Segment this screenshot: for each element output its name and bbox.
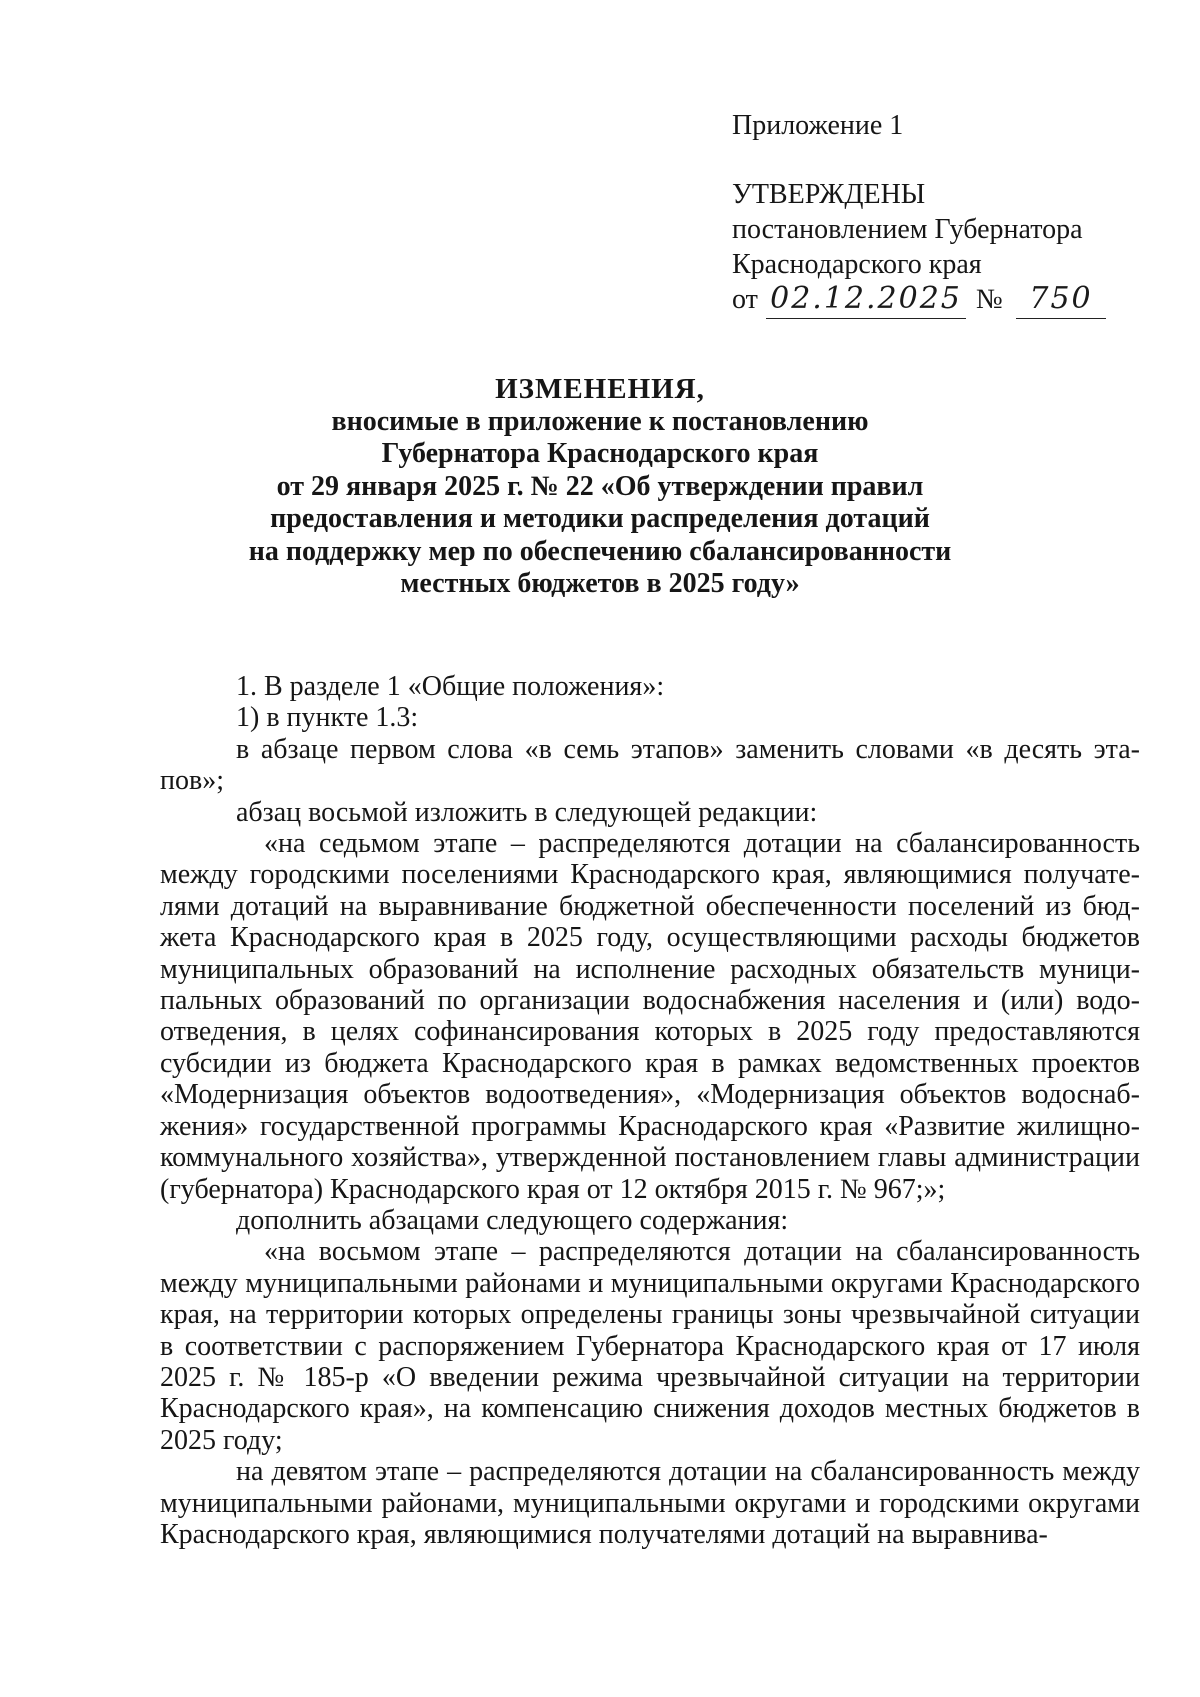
approved-label: УТВЕРЖДЕНЫ (732, 179, 926, 210)
body-paragraph: в абзаце первом слова «в семь этапов» заменить словами «в десять этапов»; (160, 733, 1140, 797)
body-paragraph: дополнить абзацами следующего содержания: (236, 1204, 789, 1236)
body-paragraph: «на восьмом этапе – распределяются дотации на сбалансированность между муниципальными районами и муниципальными округами Краснодарского края, на территории которых определены границы зоны чрезвычайной ситуации в соответствии с распоряжением Губернатора Краснодарского края от 17 июля 2025 г. № 185-р «О введении режима чрезвычайной ситуации на территории Краснодарского края», на компенсацию снижения доходов местных бюджетов в 2025 году; (160, 1236, 1140, 1456)
number-prefix: № (976, 284, 1003, 315)
title-main: ИЗМЕНЕНИЯ, (495, 373, 705, 405)
body-paragraph: на девятом этапе – распределяются дотации на сбалансированность между муниципальными районами, муниципальными округами и городскими округами Краснодарского края, являющимися получателями дотаций на выравнива- (160, 1456, 1140, 1550)
body-paragraph: абзац восьмой изложить в следующей редакции: (236, 796, 818, 828)
title-line: от 29 января 2025 г. № 22 «Об утверждении правил (276, 470, 924, 502)
document-title (200, 373, 1000, 601)
date-prefix: от (732, 284, 758, 315)
date-number-row (732, 282, 1132, 318)
body-paragraph: 1. В разделе 1 «Общие положения»: (236, 671, 665, 702)
approved-by-line-2: Краснодарского края (732, 249, 982, 280)
appendix-label: Приложение 1 (732, 110, 904, 141)
body-paragraph: 1) в пункте 1.3: (236, 702, 419, 734)
title-line: предоставления и методики распределения дотаций (270, 503, 930, 534)
title-line: вносимые в приложение к постановлению (331, 405, 869, 437)
title-line: на поддержку мер по обеспечению сбалансированности (248, 535, 952, 567)
title-line: Губернатора Краснодарского края (381, 438, 819, 469)
document-body (160, 671, 1140, 1550)
approval-block (732, 108, 1132, 318)
handwritten-number: 750 (1016, 282, 1106, 319)
approved-by-line-1: постановлением Губернатора (732, 214, 1083, 245)
handwritten-date: 02.12.2025 (766, 282, 966, 319)
body-paragraph: «на седьмом этапе – распределяются дотации на сбалансированность между городскими поселениями Краснодарского края, являющимися получателями дотаций на выравнивание бюджетной обеспеченности поселений из бюджета Краснодарского края в 2025 году, осуществляющими расходы бюджетов муниципальных образований на исполнение расходных обязательств муниципальных образований по организации водоснабжения населения и (или) водоотведения, в целях софинансирования которых в 2025 году предоставляются субсидии из бюджета Краснодарского края в рамках ведомственных проектов «Модернизация объектов водоотведения», «Модернизация объектов водоснабжения» государственной программы Краснодарского края «Развитие жилищно-коммунального хозяйства», утвержденной постановлением главы администрации (губернатора) Краснодарского края от 12 октября 2015 г. № 967;»; (160, 828, 1140, 1205)
title-line: местных бюджетов в 2025 году» (400, 568, 800, 599)
